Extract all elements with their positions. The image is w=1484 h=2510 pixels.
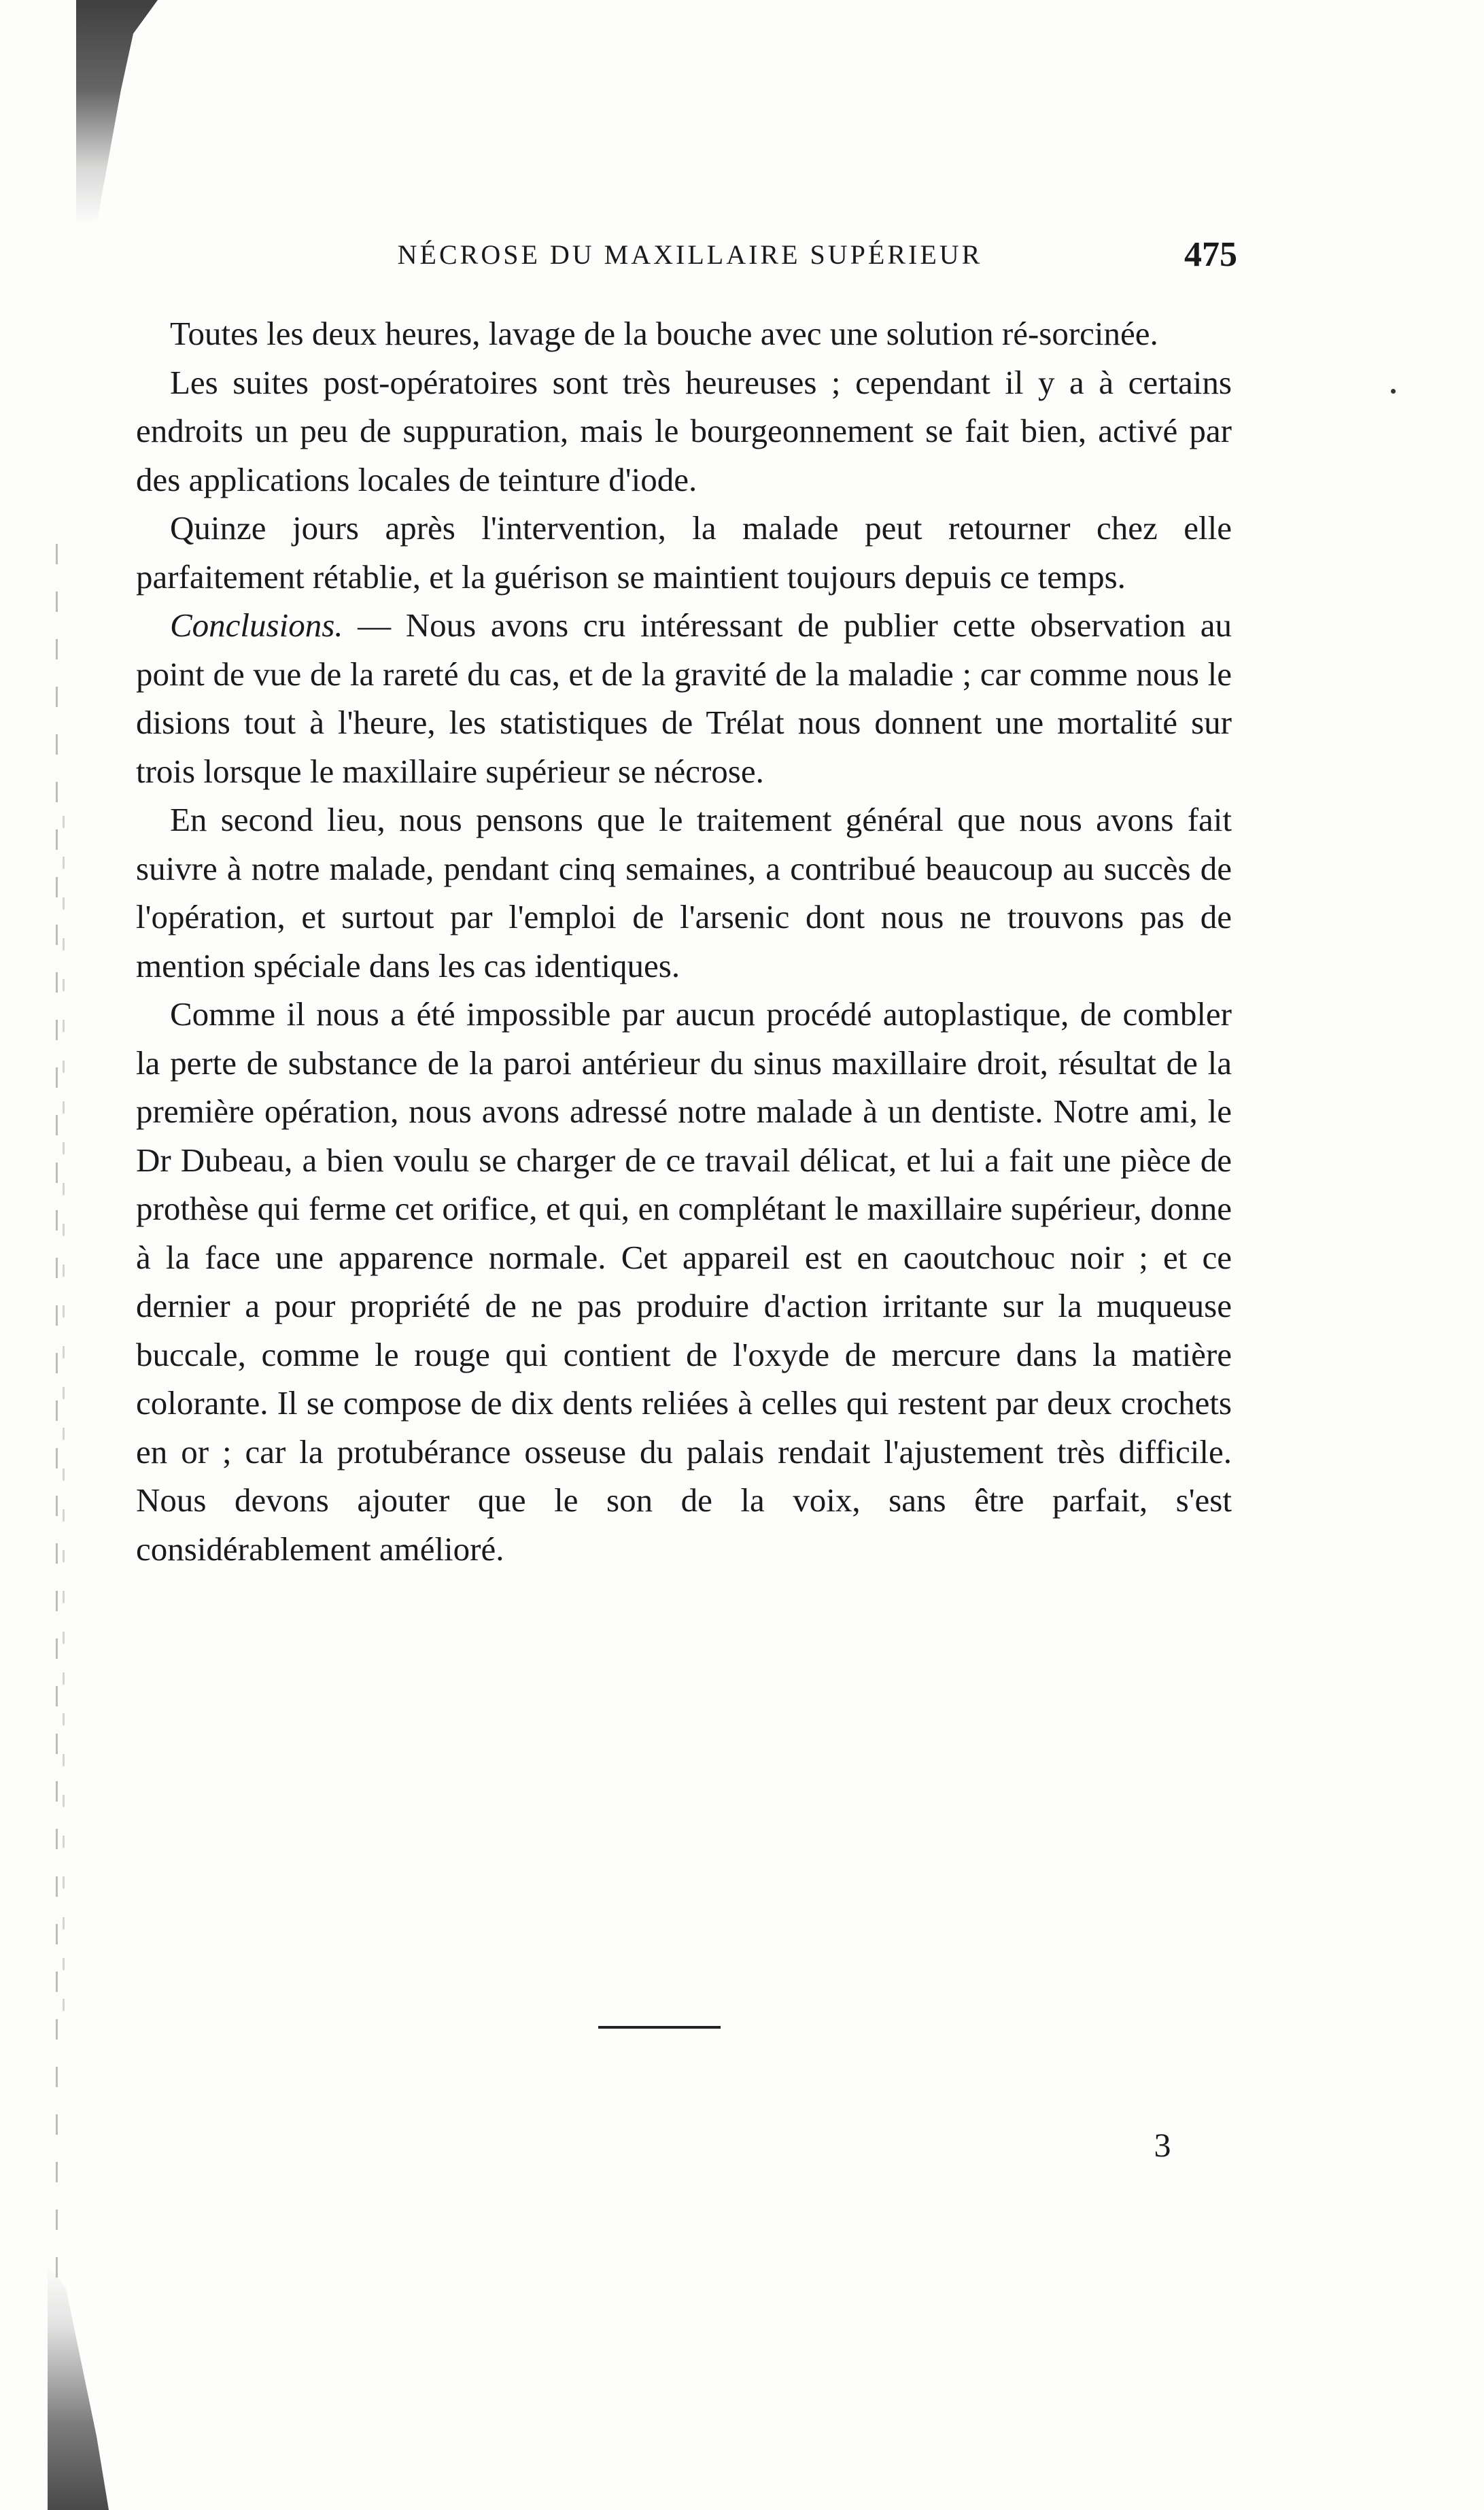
signature-mark: 3 [1154,2126,1171,2164]
conclusions-text: — Nous avons cru intéressant de publier cette observation au point de vue de la rareté du cas, et de la gravité de la maladie ; car comme nous le disions tout à l'heure, les statistiques de Trélat nous donnent une mortalité sur trois lorsque le maxillaire supérieur se nécrose. [136,606,1232,790]
stray-ink-dot [1391,389,1396,394]
paragraph-postoperative: Les suites post-opératoires sont très heureuses ; cependant il y a à certains endroits un peu de suppuration, mais le bourgeonnement se fait bien, activé par des applications locales de teinture d'iode. [136,363,1232,498]
page-number: 475 [1184,235,1237,274]
scan-edge-artifact-top [76,0,158,224]
body-text [136,309,1232,1573]
running-head [0,235,1484,275]
running-title: NÉCROSE DU MAXILLAIRE SUPÉRIEUR [397,239,983,270]
paragraph-general-treatment: En second lieu, nous pensons que le traitement général que nous avons fait suivre à notre malade, pendant cinq semaines, a contribué beaucoup au succès de l'opération, et surtout par l'emploi de l'arsenic dont nous ne trouvons pas de mention spéciale dans les cas identiques. [136,801,1232,984]
paragraph-recovery: Quinze jours après l'intervention, la malade peut retourner chez elle parfaitement rétablie, et la guérison se maintient toujours depuis ce temps. [136,509,1232,596]
scan-edge-artifact-bottom [48,2264,109,2510]
scan-edge-line [56,544,58,2277]
paragraph-treatment: Toutes les deux heures, lavage de la bouche avec une solution ré-sorcinée. [170,315,1158,352]
paragraph-prosthesis: Comme il nous a été impossible par aucun procédé autoplastique, de combler la perte de substance de la paroi antérieur du sinus maxillaire droit, résultat de la première opération, nous avons adressé notre malade à un dentiste. Notre ami, le Dr Dubeau, a bien voulu se charger de ce travail délicat, et lui a fait une pièce de prothèse qui ferme cet orifice, et qui, en complétant le maxillaire supérieur, donne à la face une apparence normale. Cet appareil est en caoutchouc noir ; et ce dernier a pour propriété de ne pas produire d'action irritante sur la muqueuse buccale, comme le rouge qui contient de l'oxyde de mercure dans la matière colorante. Il se compose de dix dents reliées à celles qui restent par deux crochets en or ; car la protubérance osseuse du palais rendait l'ajustement très difficile. Nous devons ajouter que le son de la voix, sans être parfait, s'est considérablement amélioré. [136,995,1232,1568]
scan-edge-line-secondary [63,816,65,2040]
conclusions-label: Conclusions. [170,606,343,644]
paragraph-conclusions [136,601,1232,795]
section-end-rule [598,2026,721,2029]
